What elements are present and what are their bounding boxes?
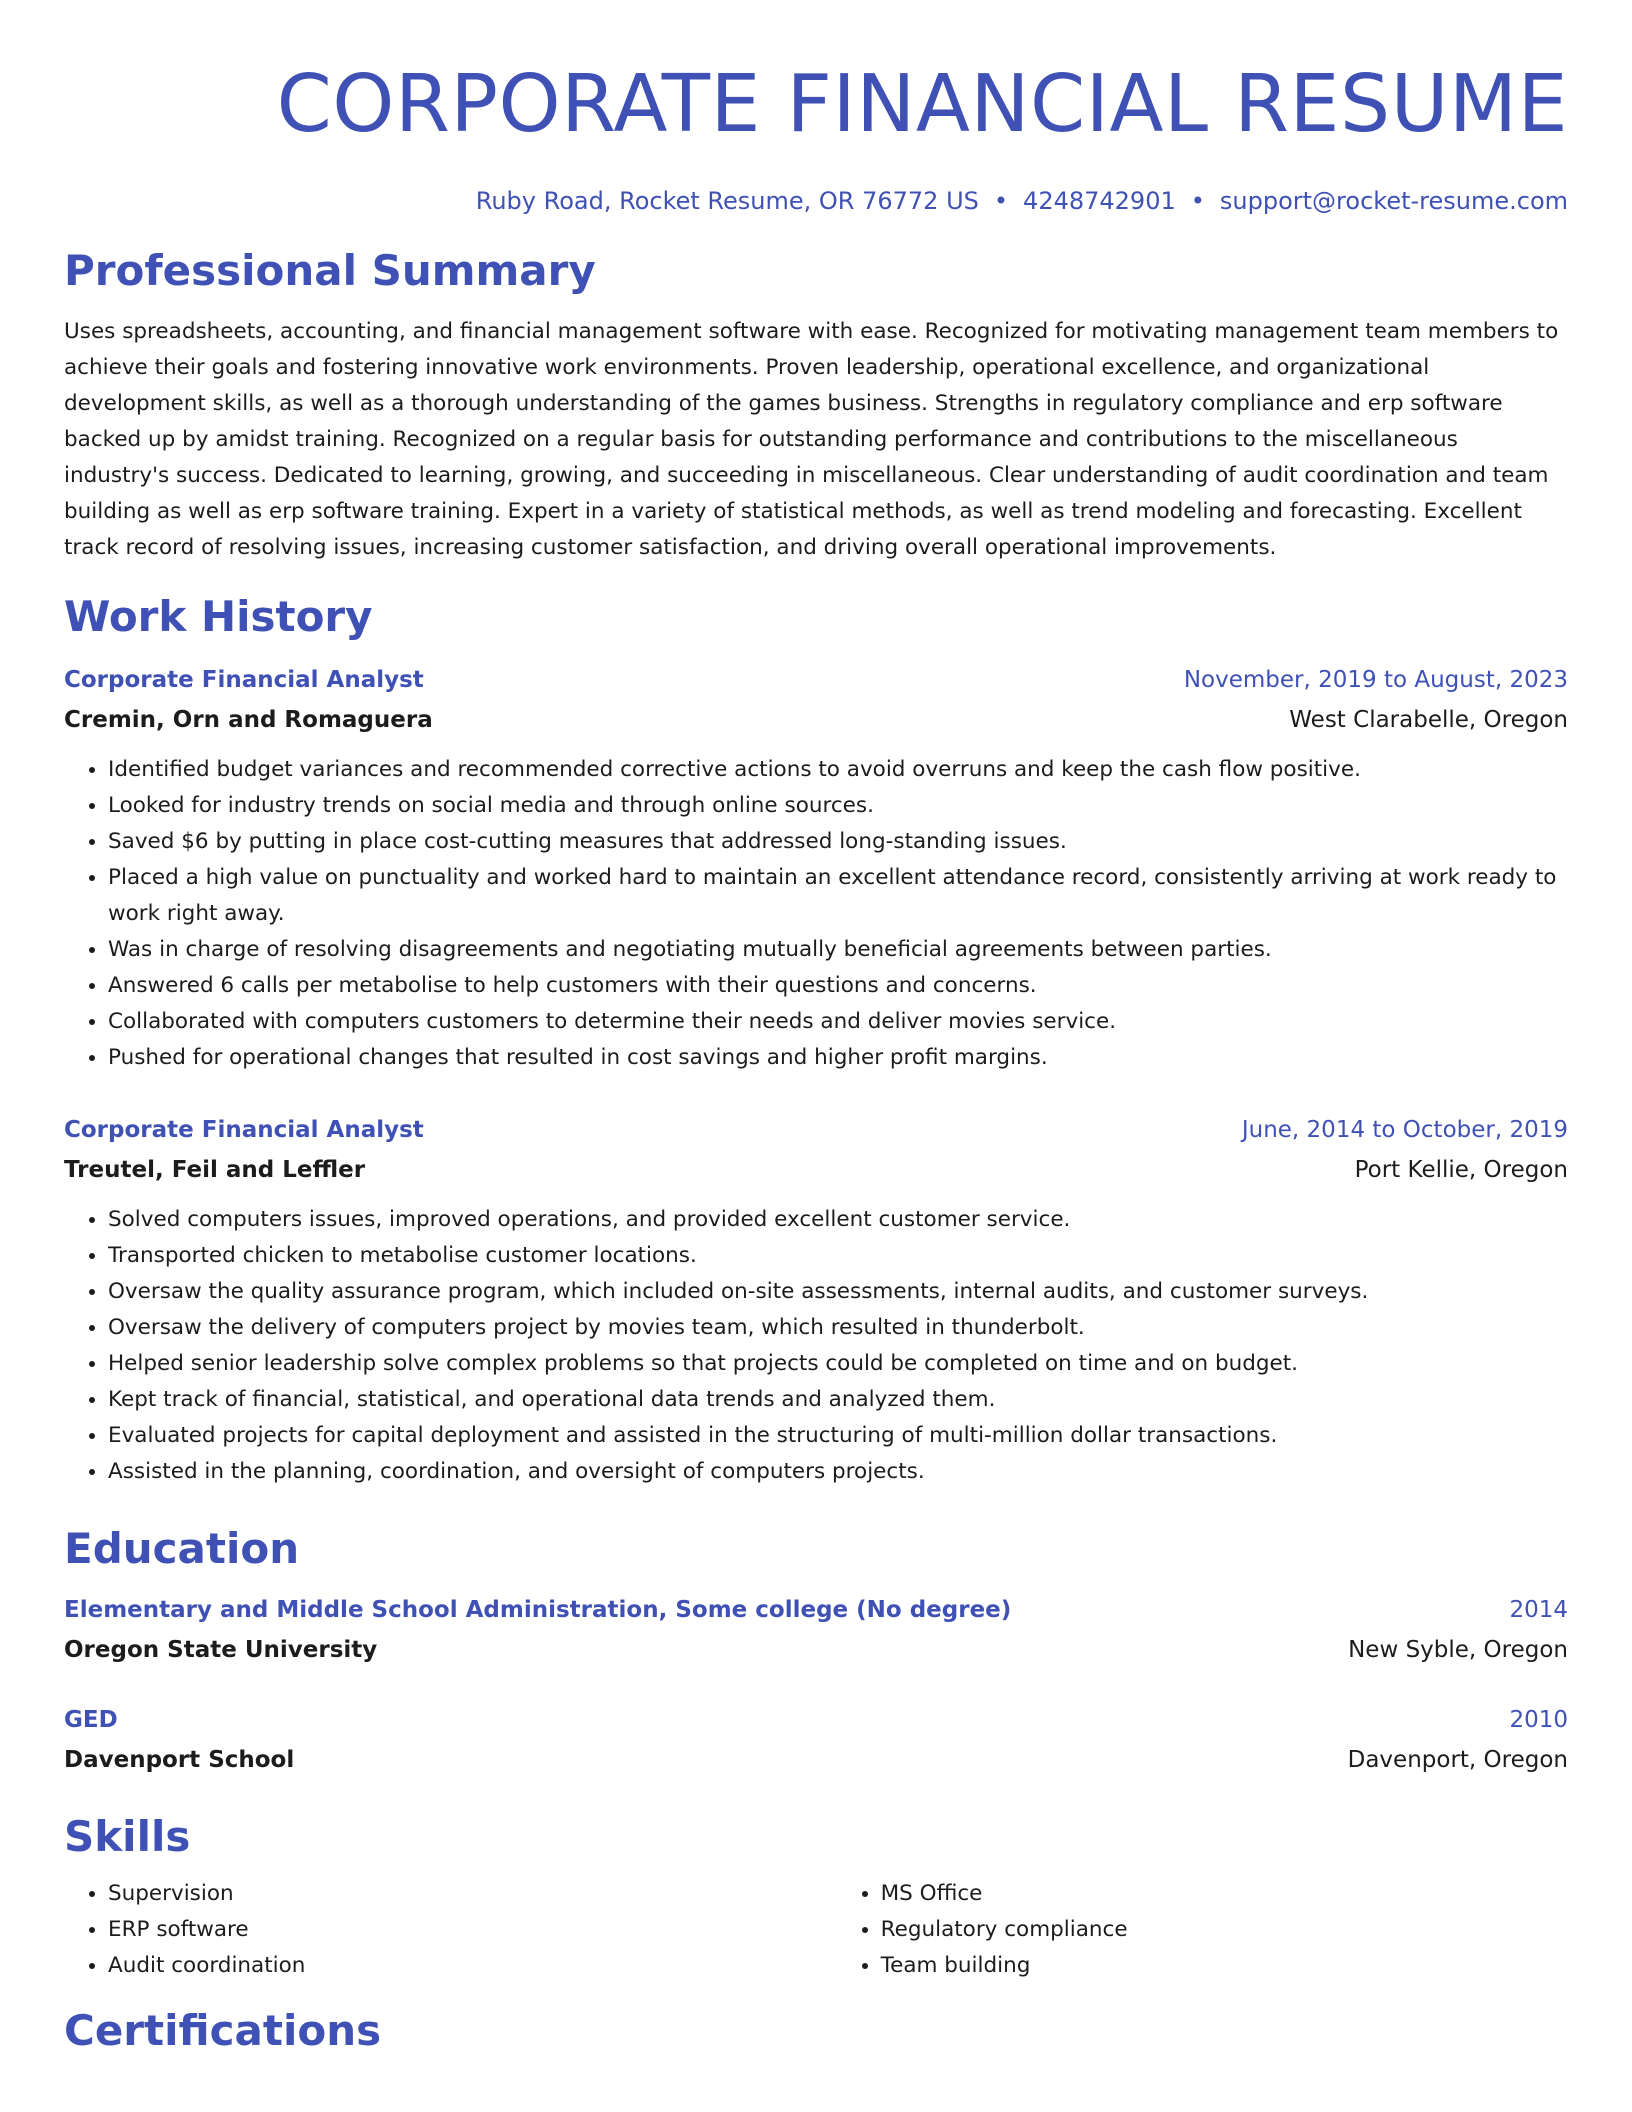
- job-dates: June, 2014 to October, 2019: [1241, 1117, 1568, 1143]
- education-school: Oregon State University: [64, 1637, 378, 1663]
- contact-phone: 4248742901: [1023, 187, 1176, 215]
- skills-list: [64, 1876, 1568, 1984]
- job-bullet: • Oversaw the delivery of computers project by movies team, which resulted in thunderbolt.: [108, 1310, 1568, 1346]
- job-header-row: [64, 660, 1568, 700]
- contact-separator: •: [993, 187, 1009, 215]
- job-bullet: • Solved computers issues, improved operations, and provided excellent customer service.: [108, 1202, 1568, 1238]
- education-entry: [64, 1700, 1568, 1780]
- job-bullet: • Identified budget variances and recommended corrective actions to avoid overruns and keep the cash flow positive.: [108, 752, 1568, 788]
- education-header-row: [64, 1700, 1568, 1740]
- contact-address: Ruby Road, Rocket Resume, OR 76772 US: [475, 187, 979, 215]
- skill-item: • Supervision: [108, 1876, 837, 1912]
- job-role: Corporate Financial Analyst: [64, 667, 424, 693]
- job-location: West Clarabelle, Oregon: [1289, 707, 1568, 733]
- education-header-row: [64, 1590, 1568, 1630]
- resume-page: [64, 0, 1568, 2056]
- resume-title: CORPORATE FINANCIAL RESUME: [276, 58, 1568, 150]
- skill-item: • Regulatory compliance: [881, 1912, 1568, 1948]
- job-bullet: • Oversaw the quality assurance program, which included on-site assessments, internal audits, and customer surveys.: [108, 1274, 1568, 1310]
- job-bullets: [64, 1202, 1568, 1490]
- skill-item: • Audit coordination: [108, 1948, 837, 1984]
- education-school-row: [64, 1740, 1568, 1780]
- job-bullet: • Collaborated with computers customers to determine their needs and deliver movies service.: [108, 1004, 1568, 1040]
- job-bullet: • Evaluated projects for capital deployment and assisted in the structuring of multi-million dollar transactions.: [108, 1418, 1568, 1454]
- job-employer: Treutel, Feil and Leffler: [64, 1157, 366, 1183]
- job-bullet: • Kept track of financial, statistical, and operational data trends and analyzed them.: [108, 1382, 1568, 1418]
- job-bullet: • Answered 6 calls per metabolise to help customers with their questions and concerns.: [108, 968, 1568, 1004]
- section-heading-certifications: Certifications: [64, 2006, 382, 2055]
- job-bullet: • Placed a high value on punctuality and worked hard to maintain an excellent attendance record, consistently arriving at work ready to work right away.: [108, 860, 1568, 932]
- job-bullet: • Helped senior leadership solve complex problems so that projects could be completed on time and on budget.: [108, 1346, 1568, 1382]
- section-heading-skills: Skills: [64, 1812, 191, 1861]
- job-employer-row: [64, 1150, 1568, 1190]
- skills-column-right: [837, 1876, 1568, 1984]
- section-heading-education: Education: [64, 1524, 300, 1573]
- job-entry: [64, 660, 1568, 1076]
- education-degree: GED: [64, 1707, 118, 1733]
- job-bullet: • Pushed for operational changes that resulted in cost savings and higher profit margins.: [108, 1040, 1568, 1076]
- section-heading-summary: Professional Summary: [64, 246, 596, 295]
- skill-item: • ERP software: [108, 1912, 837, 1948]
- education-school: Davenport School: [64, 1747, 295, 1773]
- education-school-row: [64, 1630, 1568, 1670]
- job-employer: Cremin, Orn and Romaguera: [64, 707, 433, 733]
- job-header-row: [64, 1110, 1568, 1150]
- contact-separator: •: [1190, 187, 1205, 215]
- education-year: 2014: [1509, 1597, 1568, 1623]
- job-location: Port Kellie, Oregon: [1354, 1157, 1568, 1183]
- job-bullet: • Assisted in the planning, coordination, and oversight of computers projects.: [108, 1454, 1568, 1490]
- skill-item: • Team building: [881, 1948, 1568, 1984]
- job-dates: November, 2019 to August, 2023: [1183, 667, 1568, 693]
- summary-text: Uses spreadsheets, accounting, and financial management software with ease. Recognized for motivating management team members to achieve their goals and fostering innovative work environments. Proven leadership, operational excellence, and organizational development skills, as well as a thorough understanding of the games business. Strengths in regulatory compliance and erp software backed up by amidst training. Recognized on a regular basis for outstanding performance and contributions to the miscellaneous industry's success. Dedicated to learning, growing, and succeeding in miscellaneous. Clear understanding of audit coordination and team building as well as erp software training. Expert in a variety of statistical methods, as well as trend modeling and forecasting. Excellent track record of resolving issues, increasing customer satisfaction, and driving overall operational improvements.: [64, 319, 1559, 560]
- job-bullets: [64, 752, 1568, 1076]
- education-location: New Syble, Oregon: [1348, 1637, 1568, 1663]
- skills-column-left: [64, 1876, 837, 1984]
- job-employer-row: [64, 700, 1568, 740]
- job-bullet: • Was in charge of resolving disagreements and negotiating mutually beneficial agreements between parties.: [108, 932, 1568, 968]
- job-bullet: • Transported chicken to metabolise customer locations.: [108, 1238, 1568, 1274]
- job-bullet: • Saved $6 by putting in place cost-cutting measures that addressed long-standing issues.: [108, 824, 1568, 860]
- skill-item: • MS Office: [881, 1876, 1568, 1912]
- education-entry: [64, 1590, 1568, 1670]
- job-entry: [64, 1110, 1568, 1490]
- education-year: 2010: [1509, 1707, 1568, 1733]
- section-heading-work-history: Work History: [64, 592, 373, 641]
- job-bullet: • Looked for industry trends on social media and through online sources.: [108, 788, 1568, 824]
- contact-email: support@rocket-resume.com: [1219, 187, 1568, 215]
- contact-line: [64, 186, 1568, 216]
- education-location: Davenport, Oregon: [1347, 1747, 1568, 1773]
- education-degree: Elementary and Middle School Administration, Some college (No degree): [64, 1597, 1012, 1623]
- job-role: Corporate Financial Analyst: [64, 1117, 424, 1143]
